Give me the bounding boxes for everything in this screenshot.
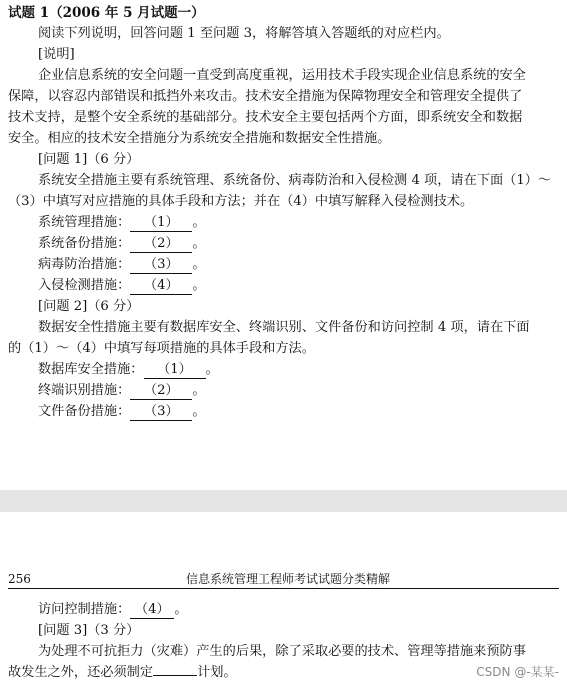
explain-line: 安全。相应的技术安全措施分为系统安全措施和数据安全性措施。 (8, 131, 391, 146)
book-title: 信息系统管理工程师考试试题分类精解 (186, 572, 391, 586)
item-end: 。 (174, 602, 188, 617)
q2-item-database-security (38, 360, 219, 380)
item-end: 。 (205, 362, 219, 377)
item-end: 。 (192, 383, 206, 398)
q1-item-intrusion-detection (38, 276, 206, 296)
item-label: 病毒防治措施： (38, 257, 131, 272)
item-label: 数据库安全措施： (38, 362, 144, 377)
q1-item-system-backup (38, 234, 206, 254)
q2-heading: [问题 2]（6 分） (38, 299, 140, 314)
intro-text: 阅读下列说明，回答问题 1 至问题 3，将解答填入答题纸的对应栏内。 (38, 26, 450, 41)
item-label: 入侵检测措施： (38, 278, 131, 293)
item-end: 。 (192, 257, 206, 272)
item-label: 系统管理措施： (38, 215, 131, 230)
q2-desc-line: 的（1）～（4）中填写每项措施的具体手段和方法。 (8, 341, 315, 356)
q2-item-access-control (38, 600, 188, 620)
page-number: 256 (8, 572, 31, 586)
answer-blank: （4） (130, 277, 192, 295)
q3-desc-line (8, 663, 237, 683)
answer-blank: （1） (144, 361, 206, 379)
q2-item-file-backup (38, 402, 206, 422)
answer-blank: （3） (130, 256, 192, 274)
explain-line: 技术支持，是整个安全系统的基础部分。技术安全主要包括两个方面，即系统安全和数据 (8, 110, 523, 125)
q1-desc-line: （3）中填写对应措施的具体手段和方法；并在（4）中填写解释入侵检测技术。 (8, 194, 474, 209)
answer-blank: （3） (130, 403, 192, 421)
page-break-gap (0, 490, 567, 512)
q3-text-before: 故发生之外，还必须制定 (8, 665, 154, 680)
item-label: 访问控制措施： (38, 602, 131, 617)
explain-line: 企业信息系统的安全问题一直受到高度重视，运用技术手段实现企业信息系统的安全 (38, 68, 526, 83)
q3-text-after: 计划。 (197, 665, 237, 680)
item-end: 。 (192, 404, 206, 419)
q1-item-virus-prevention (38, 255, 206, 275)
page-header (8, 571, 559, 589)
item-end: 。 (192, 215, 206, 230)
q1-heading: [问题 1]（6 分） (38, 152, 140, 167)
item-end: 。 (192, 236, 206, 251)
explain-line: 保障，以容忍内部错误和抵挡外来攻击。技术安全措施为保障物理安全和管理安全提供了 (8, 89, 523, 104)
item-end: 。 (192, 278, 206, 293)
q1-desc-line: 系统安全措施主要有系统管理、系统备份、病毒防治和入侵检测 4 项，请在下面（1）～ (38, 173, 552, 188)
item-label: 终端识别措施： (38, 383, 131, 398)
answer-blank: （2） (130, 382, 192, 400)
item-label: 文件备份措施： (38, 404, 131, 419)
explain-heading: [说明] (38, 47, 75, 62)
q1-item-system-management (38, 213, 206, 233)
answer-blank: （2） (130, 235, 192, 253)
q3-heading: [问题 3]（3 分） (38, 623, 140, 638)
q2-desc-line: 数据安全性措施主要有数据库安全、终端识别、文件备份和访问控制 4 项，请在下面 (38, 320, 530, 335)
watermark: CSDN @-某某- (476, 665, 559, 679)
answer-blank (153, 675, 197, 676)
q3-desc-line: 为处理不可抗拒力（灾难）产生的后果，除了采取必要的技术、管理等措施来预防事 (38, 644, 526, 659)
question-title: 试题 1（2006 年 5 月试题一） (8, 5, 205, 21)
q2-item-terminal-identification (38, 381, 206, 401)
item-label: 系统备份措施： (38, 236, 131, 251)
answer-blank: （1） (130, 214, 192, 232)
answer-blank: （4） (130, 601, 174, 619)
